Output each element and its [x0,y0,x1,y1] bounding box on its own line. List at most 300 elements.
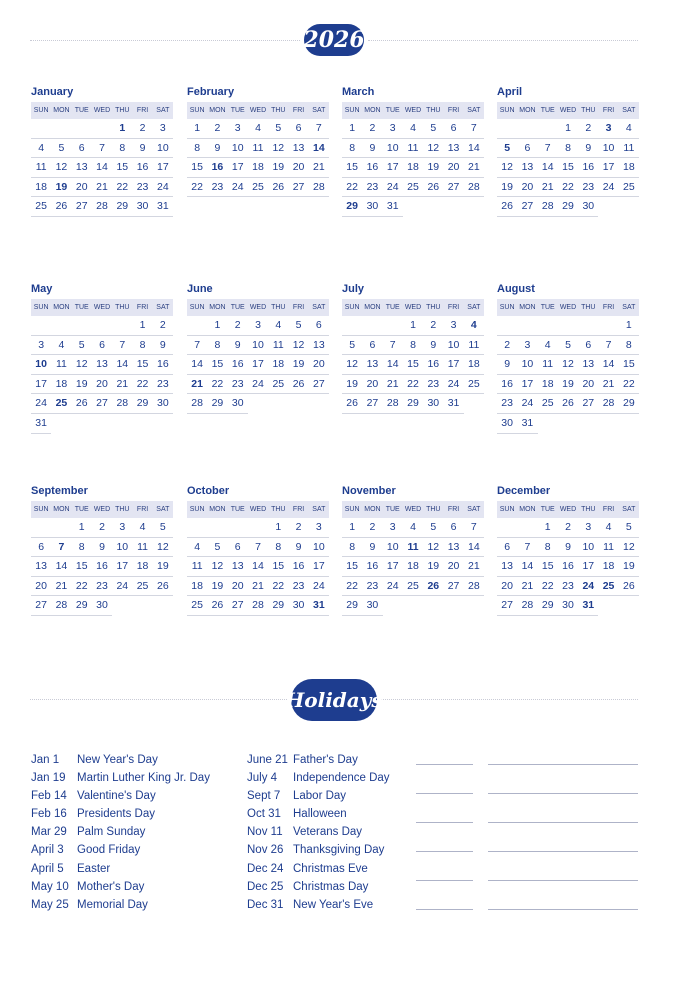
day-cell: 12 [619,538,639,558]
weekday-header: THU [112,299,132,316]
note-line-short [416,793,473,794]
day-cell: 19 [619,557,639,577]
day-cell: 18 [51,375,71,395]
day-cell: 23 [558,577,578,597]
day-cell: 12 [423,139,443,159]
day-cell: 22 [132,375,152,395]
day-cell: 4 [132,518,152,538]
day-cell: 30 [92,596,112,616]
day-cell: 22 [187,178,207,198]
day-cell: 22 [342,178,362,198]
weekday-header: TUE [383,501,403,518]
empty-cell [72,414,92,434]
weekday-header: THU [268,501,288,518]
day-cell: 4 [248,119,268,139]
empty-cell [342,316,362,336]
day-cell: 2 [92,518,112,538]
day-cell: 8 [112,139,132,159]
day-cell: 29 [538,596,558,616]
day-cell: 25 [248,178,268,198]
empty-cell [464,596,484,616]
weekday-header: WED [92,501,112,518]
holiday-row [247,751,390,769]
day-cell: 9 [497,355,517,375]
day-cell: 17 [383,557,403,577]
day-cell: 14 [51,557,71,577]
day-cell: 9 [92,538,112,558]
day-cell: 24 [383,178,403,198]
day-cell: 30 [497,414,517,434]
empty-cell [598,414,618,434]
day-cell: 6 [228,538,248,558]
day-cell: 17 [228,158,248,178]
day-cell: 3 [248,316,268,336]
day-cell: 11 [403,538,423,558]
day-cell: 12 [268,139,288,159]
note-line-long [488,764,638,765]
holiday-row [31,860,210,878]
day-cell: 26 [619,577,639,597]
empty-cell [578,316,598,336]
holiday-name: Presidents Day [77,808,155,821]
day-cell: 14 [464,538,484,558]
month-grid [497,299,639,434]
weekday-header: SUN [31,102,51,119]
day-cell: 19 [423,158,443,178]
day-cell: 4 [598,518,618,538]
day-cell: 31 [31,414,51,434]
day-cell: 15 [112,158,132,178]
day-cell: 15 [538,557,558,577]
day-cell: 16 [362,158,382,178]
day-cell: 10 [598,139,618,159]
day-cell: 25 [51,394,71,414]
weekday-header: THU [578,501,598,518]
day-cell: 17 [598,158,618,178]
day-cell: 26 [153,577,173,597]
day-cell: 11 [464,336,484,356]
day-cell: 6 [517,139,537,159]
day-cell: 10 [112,538,132,558]
day-cell: 27 [443,178,463,198]
holiday-row [247,787,390,805]
day-cell: 13 [362,355,382,375]
day-cell: 27 [288,178,308,198]
day-cell: 20 [578,375,598,395]
day-cell: 24 [578,577,598,597]
day-cell: 3 [153,119,173,139]
day-cell: 25 [132,577,152,597]
weekday-header: SUN [497,102,517,119]
day-cell: 7 [51,538,71,558]
day-cell: 18 [464,355,484,375]
weekday-header: WED [403,299,423,316]
note-line-short [416,880,473,881]
weekday-header: SAT [309,299,329,316]
empty-cell [132,414,152,434]
day-cell: 6 [72,139,92,159]
day-cell: 9 [578,139,598,159]
day-cell: 8 [403,336,423,356]
day-cell: 17 [112,557,132,577]
day-cell: 13 [517,158,537,178]
month-name: July [342,283,365,295]
note-line-short [416,764,473,765]
holiday-row [31,769,210,787]
empty-cell [464,394,484,414]
empty-cell [619,596,639,616]
empty-cell [51,414,71,434]
weekday-header: MON [362,501,382,518]
day-cell: 19 [207,577,227,597]
day-cell: 16 [288,557,308,577]
month-grid [342,299,484,414]
day-cell: 17 [153,158,173,178]
day-cell: 4 [403,119,423,139]
day-cell: 3 [383,518,403,538]
day-cell: 25 [403,577,423,597]
day-cell: 11 [538,355,558,375]
weekday-header: WED [403,102,423,119]
weekday-header: FRI [443,299,463,316]
day-cell: 13 [72,158,92,178]
day-cell: 11 [51,355,71,375]
day-cell: 6 [309,316,329,336]
day-cell: 16 [362,557,382,577]
day-cell: 28 [309,178,329,198]
holiday-name: Memorial Day [77,898,148,911]
day-cell: 17 [309,557,329,577]
day-cell: 3 [517,336,537,356]
note-line-long [488,880,638,881]
empty-cell [423,596,443,616]
day-cell: 1 [538,518,558,538]
day-cell: 14 [598,355,618,375]
weekday-header: MON [51,501,71,518]
holiday-row [31,841,210,859]
day-cell: 8 [342,139,362,159]
day-cell: 4 [464,316,484,336]
day-cell: 1 [112,119,132,139]
month-name: August [497,283,535,295]
day-cell: 21 [92,178,112,198]
day-cell: 15 [132,355,152,375]
empty-cell [153,596,173,616]
weekday-header: FRI [132,102,152,119]
day-cell: 7 [464,119,484,139]
day-cell: 27 [31,596,51,616]
day-cell: 14 [187,355,207,375]
day-cell: 17 [443,355,463,375]
empty-cell [362,316,382,336]
weekday-header: SUN [497,299,517,316]
empty-cell [112,596,132,616]
day-cell: 22 [538,577,558,597]
note-line-long [488,822,638,823]
header-divider-right [368,40,638,41]
empty-cell [92,414,112,434]
day-cell: 21 [464,557,484,577]
weekday-header: FRI [288,102,308,119]
day-cell: 31 [517,414,537,434]
empty-cell [72,316,92,336]
weekday-header: THU [423,501,443,518]
month-april [497,85,639,217]
day-cell: 20 [31,577,51,597]
day-cell: 15 [72,557,92,577]
weekday-header: FRI [288,501,308,518]
day-cell: 28 [538,197,558,217]
month-june [187,282,329,414]
day-cell: 22 [403,375,423,395]
holiday-name: Christmas Eve [293,862,368,875]
month-march [342,85,484,217]
empty-cell [288,394,308,414]
holiday-name: Father's Day [293,754,358,766]
day-cell: 30 [423,394,443,414]
month-name: December [497,485,551,497]
day-cell: 21 [187,375,207,395]
holiday-name: Good Friday [77,844,141,857]
weekday-header: MON [51,102,71,119]
day-cell: 20 [309,355,329,375]
day-cell: 23 [362,178,382,198]
note-line-long [488,851,638,852]
day-cell: 15 [207,355,227,375]
day-cell: 18 [598,557,618,577]
day-cell: 8 [342,538,362,558]
holiday-row [31,878,210,896]
day-cell: 22 [72,577,92,597]
empty-cell [443,197,463,217]
day-cell: 16 [153,355,173,375]
day-cell: 16 [558,557,578,577]
day-cell: 2 [207,119,227,139]
day-cell: 15 [619,355,639,375]
day-cell: 9 [132,139,152,159]
holiday-date: Oct 31 [247,808,281,821]
holidays-title: Holidays [291,679,377,721]
weekday-header: MON [207,501,227,518]
day-cell: 30 [153,394,173,414]
day-cell: 19 [153,557,173,577]
day-cell: 8 [268,538,288,558]
day-cell: 5 [288,316,308,336]
holiday-date: Dec 24 [247,862,284,875]
day-cell: 10 [153,139,173,159]
day-cell: 27 [578,394,598,414]
note-line-long [488,909,638,910]
day-cell: 18 [268,355,288,375]
empty-cell [92,119,112,139]
day-cell: 24 [443,375,463,395]
day-cell: 24 [598,178,618,198]
holidays-divider-left [30,699,287,700]
day-cell: 9 [423,336,443,356]
month-grid [31,501,173,616]
day-cell: 21 [383,375,403,395]
day-cell: 4 [51,336,71,356]
day-cell: 20 [72,178,92,198]
weekday-header: MON [362,299,382,316]
weekday-header: TUE [72,501,92,518]
weekday-header: FRI [132,501,152,518]
day-cell: 1 [342,518,362,538]
day-cell: 25 [187,596,207,616]
holiday-name: Independence Day [293,772,390,785]
day-cell: 14 [248,557,268,577]
weekday-header: SUN [31,501,51,518]
header-divider-left [30,40,300,41]
holiday-list-left [31,751,210,914]
day-cell: 8 [72,538,92,558]
weekday-header: FRI [443,102,463,119]
weekday-header: FRI [598,501,618,518]
day-cell: 8 [619,336,639,356]
empty-cell [538,119,558,139]
day-cell: 27 [228,596,248,616]
day-cell: 29 [619,394,639,414]
day-cell: 18 [31,178,51,198]
day-cell: 19 [423,557,443,577]
day-cell: 14 [383,355,403,375]
empty-cell [92,316,112,336]
day-cell: 24 [383,577,403,597]
weekday-header: FRI [443,501,463,518]
day-cell: 18 [403,158,423,178]
day-cell: 28 [464,577,484,597]
day-cell: 28 [51,596,71,616]
day-cell: 29 [342,197,362,217]
holidays-divider-right [381,699,638,700]
day-cell: 28 [598,394,618,414]
day-cell: 26 [72,394,92,414]
day-cell: 12 [153,538,173,558]
day-cell: 20 [443,158,463,178]
weekday-header: SAT [153,102,173,119]
empty-cell [51,316,71,336]
month-grid [342,102,484,217]
holiday-row [247,823,390,841]
day-cell: 24 [153,178,173,198]
day-cell: 21 [248,577,268,597]
holiday-date: Jan 1 [31,754,60,766]
day-cell: 11 [598,538,618,558]
empty-cell [268,394,288,414]
day-cell: 6 [362,336,382,356]
day-cell: 22 [268,577,288,597]
day-cell: 5 [342,336,362,356]
month-may [31,282,173,434]
weekday-header: MON [207,102,227,119]
weekday-header: THU [268,299,288,316]
day-cell: 5 [558,336,578,356]
day-cell: 10 [443,336,463,356]
day-cell: 27 [497,596,517,616]
day-cell: 1 [342,119,362,139]
weekday-header: FRI [598,299,618,316]
day-cell: 2 [228,316,248,336]
holiday-date: Feb 16 [31,808,67,821]
day-cell: 7 [92,139,112,159]
empty-cell [383,316,403,336]
day-cell: 31 [309,596,329,616]
holiday-date: May 10 [31,880,69,893]
empty-cell [31,316,51,336]
empty-cell [187,518,207,538]
weekday-header: SAT [153,501,173,518]
day-cell: 16 [423,355,443,375]
empty-cell [187,316,207,336]
day-cell: 13 [497,557,517,577]
day-cell: 1 [132,316,152,336]
month-name: May [31,283,53,295]
weekday-header: SUN [497,501,517,518]
holiday-date: Mar 29 [31,826,67,839]
empty-cell [538,316,558,336]
holiday-date: Dec 31 [247,898,284,911]
day-cell: 18 [187,577,207,597]
day-cell: 23 [207,178,227,198]
day-cell: 6 [92,336,112,356]
day-cell: 31 [383,197,403,217]
holiday-row [31,787,210,805]
day-cell: 9 [558,538,578,558]
day-cell: 19 [342,375,362,395]
weekday-header: WED [403,501,423,518]
month-name: April [497,86,523,98]
empty-cell [443,596,463,616]
day-cell: 23 [497,394,517,414]
weekday-header: THU [112,102,132,119]
day-cell: 1 [72,518,92,538]
empty-cell [383,596,403,616]
day-cell: 13 [578,355,598,375]
weekday-header: SUN [187,299,207,316]
day-cell: 27 [443,577,463,597]
day-cell: 10 [309,538,329,558]
day-cell: 17 [517,375,537,395]
empty-cell [598,316,618,336]
day-cell: 27 [309,375,329,395]
weekday-header: WED [558,501,578,518]
day-cell: 4 [187,538,207,558]
day-cell: 12 [558,355,578,375]
day-cell: 30 [288,596,308,616]
holiday-date: April 5 [31,862,64,875]
day-cell: 10 [383,538,403,558]
empty-cell [207,518,227,538]
day-cell: 15 [558,158,578,178]
holiday-name: Easter [77,862,111,875]
day-cell: 7 [383,336,403,356]
day-cell: 27 [92,394,112,414]
holiday-list-right [247,751,390,914]
holiday-date: Sept 7 [247,790,281,803]
day-cell: 27 [517,197,537,217]
day-cell: 28 [248,596,268,616]
day-cell: 13 [288,139,308,159]
day-cell: 4 [538,336,558,356]
empty-cell [72,119,92,139]
day-cell: 30 [362,197,382,217]
day-cell: 1 [619,316,639,336]
month-december [497,484,639,616]
weekday-header: WED [92,299,112,316]
empty-cell [558,414,578,434]
day-cell: 12 [342,355,362,375]
day-cell: 5 [207,538,227,558]
